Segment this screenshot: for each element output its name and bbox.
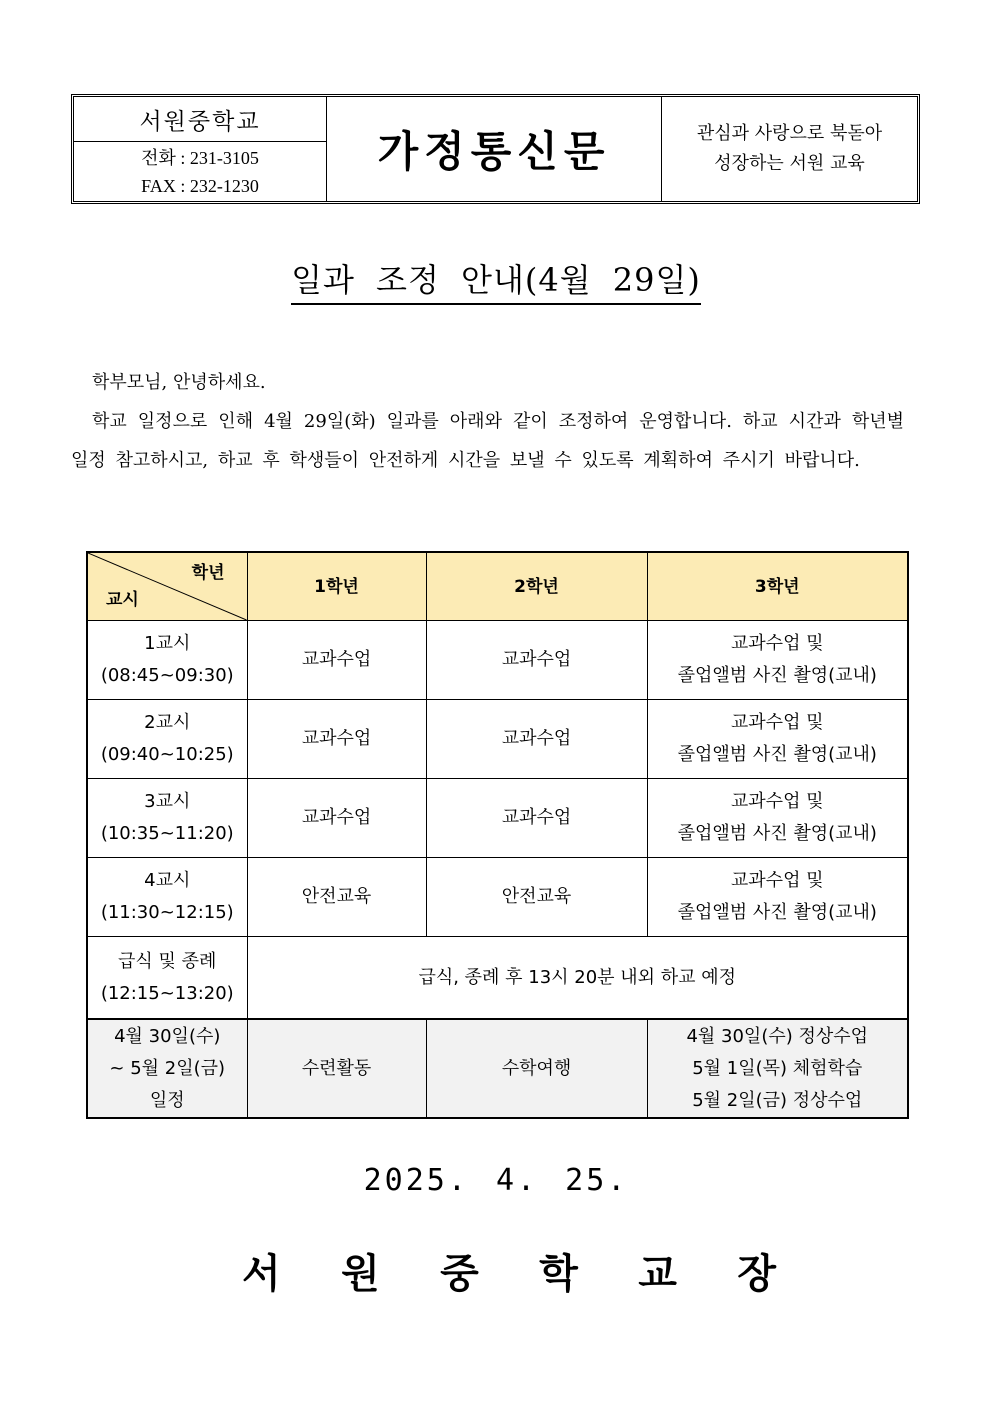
grade-3-cell <box>647 700 908 779</box>
period-label: 2교시 <box>144 712 191 733</box>
grade-3-cell <box>647 858 908 937</box>
table-row <box>87 779 908 858</box>
column-header-grade-2: 2학년 <box>426 552 647 621</box>
grade-2-cell: 교과수업 <box>426 779 647 858</box>
newsletter-title: 가정통신문 <box>327 97 662 201</box>
signature-char: 중 <box>440 1250 479 1297</box>
motto-line-1: 관심과 사랑으로 북돋아 <box>696 123 883 144</box>
schedule-label-line-2: ~ 5월 2일(금) <box>109 1057 226 1079</box>
lunch-note: 급식, 종례 후 13시 20분 내외 하교 예정 <box>247 937 908 1020</box>
motto-line-2: 성장하는 서원 교육 <box>714 153 865 174</box>
schedule-table <box>86 551 909 1119</box>
lunch-row <box>87 937 908 1020</box>
schedule-row <box>87 1019 908 1118</box>
table-header-row <box>87 552 908 621</box>
period-cell <box>87 779 247 858</box>
principal-signature <box>242 1242 776 1299</box>
grade-1-cell: 안전교육 <box>247 858 426 937</box>
period-cell <box>87 621 247 700</box>
period-time: (08:45~09:30) <box>100 665 234 686</box>
signature-char: 원 <box>341 1250 380 1297</box>
schedule-label-line-3: 일정 <box>149 1089 185 1111</box>
period-time: (09:40~10:25) <box>100 744 234 765</box>
signature-char: 학 <box>539 1250 578 1297</box>
school-info <box>74 97 327 201</box>
schedule-label-cell <box>87 1019 247 1118</box>
table-corner-cell <box>87 552 247 621</box>
notice-title-wrap <box>0 255 992 301</box>
grade-3-cell <box>647 779 908 858</box>
newsletter-header <box>71 94 920 204</box>
column-header-grade-1: 1학년 <box>247 552 426 621</box>
table-row <box>87 858 908 937</box>
table-row <box>87 700 908 779</box>
period-cell <box>87 700 247 779</box>
grade-3-line-2: 졸업앨범 사진 촬영(교내) <box>677 823 877 844</box>
grade-2-schedule: 수학여행 <box>426 1019 647 1118</box>
grade-3-line-2: 졸업앨범 사진 촬영(교내) <box>677 665 877 686</box>
school-motto <box>662 97 917 201</box>
grade-3-schedule-line-1: 4월 30일(수) 정상수업 <box>686 1025 869 1047</box>
schedule-label-line-1: 4월 30일(수) <box>114 1025 221 1047</box>
grade-3-line-2: 졸업앨범 사진 촬영(교내) <box>677 744 877 765</box>
issue-date: 2025. 4. 25. <box>363 1163 629 1198</box>
contact-info <box>74 142 326 201</box>
signature-char: 장 <box>737 1250 776 1297</box>
notice-title: 일과 조정 안내(4월 29일) <box>291 261 701 305</box>
grade-2-cell: 교과수업 <box>426 700 647 779</box>
grade-1-schedule: 수련활동 <box>247 1019 426 1118</box>
grade-3-schedule <box>647 1019 908 1118</box>
grade-1-cell: 교과수업 <box>247 621 426 700</box>
grade-3-schedule-line-2: 5월 1일(목) 체험학습 <box>692 1057 863 1079</box>
corner-period-label: 교시 <box>106 590 139 610</box>
grade-3-line-2: 졸업앨범 사진 촬영(교내) <box>677 902 877 923</box>
column-header-grade-3: 3학년 <box>647 552 908 621</box>
period-label: 3교시 <box>144 791 191 812</box>
lunch-label: 급식 및 종례 <box>118 950 217 972</box>
grade-3-line-1: 교과수업 및 <box>730 633 824 654</box>
lunch-label-cell <box>87 937 247 1020</box>
fax-number: FAX : 232-1230 <box>141 175 259 196</box>
corner-grade-label: 학년 <box>191 563 225 583</box>
grade-1-cell: 교과수업 <box>247 779 426 858</box>
body-paragraph: 학교 일정으로 인해 4월 29일(화) 일과를 아래와 같이 조정하여 운영합니다. 하교 시간과 학년별 일정 참고하시고, 하교 후 학생들이 안전하게 시간을 보낼 수 있도록 계획하여 주시기 바랍니다. <box>71 411 904 471</box>
grade-3-line-1: 교과수업 및 <box>730 791 824 812</box>
period-label: 4교시 <box>144 870 191 891</box>
grade-2-cell: 교과수업 <box>426 621 647 700</box>
grade-2-cell: 안전교육 <box>426 858 647 937</box>
grade-3-line-1: 교과수업 및 <box>730 712 824 733</box>
grade-3-schedule-line-3: 5월 2일(금) 정상수업 <box>692 1089 863 1111</box>
grade-3-cell <box>647 621 908 700</box>
period-label: 1교시 <box>144 633 191 654</box>
greeting: 학부모님, 안녕하세요. <box>92 372 266 393</box>
phone-number: 전화 : 231-3105 <box>141 147 259 168</box>
grade-1-cell: 교과수업 <box>247 700 426 779</box>
school-name: 서원중학교 <box>74 97 326 142</box>
lunch-time: (12:15~13:20) <box>100 982 234 1004</box>
period-time: (11:30~12:15) <box>100 902 234 923</box>
table-row <box>87 621 908 700</box>
signature-char: 서 <box>242 1250 281 1297</box>
signature-char: 교 <box>638 1250 677 1297</box>
period-time: (10:35~11:20) <box>100 823 234 844</box>
period-cell <box>87 858 247 937</box>
grade-3-line-1: 교과수업 및 <box>730 870 824 891</box>
